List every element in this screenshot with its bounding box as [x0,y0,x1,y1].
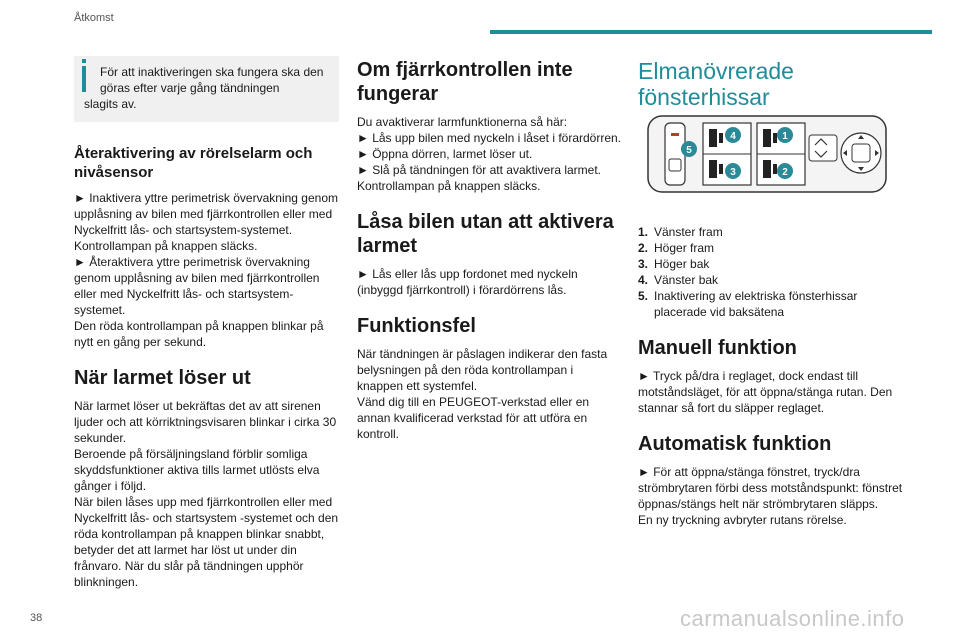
para-reactivate-1: ► Inaktivera yttre perimetrisk övervakning genom upplåsning av bilen med fjärrkontrollen eller med Nyckelfritt lås- och startsystem-systemet. [74,191,338,237]
legend-item: 3. Höger bak [638,257,710,271]
para-alarm-1: När larmet löser ut bekräftas det av att sirenen ljuder och att körriktningsvisaren blinkar i cirka 30 sekunder. [74,399,337,445]
heading-reactivate: Återaktivering av rörelselarm och nivåsensor [74,145,313,181]
para-lock: ► Lås eller lås upp fordonet med nyckeln (inbyggd fjärrkontroll) i förardörrens lås. [357,267,578,297]
watermark: carmanualsonline.info [680,606,905,631]
para-remote-2: ► Lås upp bilen med nyckeln i låset i förardörren. [357,131,622,145]
legend-item: 1. Vänster fram [638,225,723,239]
heading-fault: Funktionsfel [357,315,476,337]
legend-item: 4. Vänster bak [638,273,719,287]
para-fault-2: Vänd dig till en PEUGEOT-verkstad eller en annan kvalificerad verkstad för att utföra en kontroll. [357,395,590,441]
heading-windows: Elmanövrerade fönsterhissar [638,58,794,110]
info-text-line1: För att inaktiveringen ska fungera ska den göras efter varje gång tändningen [100,65,324,95]
badge-3: 3 [730,167,736,178]
para-reactivate-4: Den röda kontrollampan på knappen blinkar på nytt en gång per sekund. [74,319,324,349]
para-remote-3: ► Öppna dörren, larmet löser ut. [357,147,533,161]
heading-manual: Manuell funktion [638,337,797,359]
page-number: 38 [30,612,43,624]
info-text-line2: slagits av. [84,97,137,111]
para-auto-2: En ny tryckning avbryter rutans rörelse. [638,513,847,527]
para-reactivate-3: ► Återaktivera yttre perimetrisk övervakning genom upplåsning av bilen med fjärrkontrollen eller med Nyckelfritt lås- och startsystem-systemet. [74,255,320,317]
badge-4: 4 [730,131,736,142]
para-fault-1: När tändningen är påslagen indikerar den fasta belysningen på den röda kontrollampan i knappen ett systemfel. [357,347,608,393]
para-alarm-2: Beroende på försäljningsland förblir somliga skyddsfunktioner aktiva tills larmet utlösts elva gånger i följd. [74,447,320,493]
badge-1: 1 [782,131,788,142]
para-remote-1: Du avaktiverar larmfunktionerna så här: [357,115,568,129]
heading-lock: Låsa bilen utan att aktivera larmet [357,211,614,257]
window-switch-panel-diagram [647,115,887,193]
badge-2: 2 [782,167,788,178]
heading-alarm: När larmet löser ut [74,367,251,389]
column-middle [357,58,622,442]
section-header: Åtkomst [74,12,114,24]
column-left [74,50,339,590]
header-accent-bar [490,30,932,34]
para-manual: ► Tryck på/dra i reglaget, dock endast till motståndsläget, för att öppna/stänga rutan. Den stannar så fort du släpper reglaget. [638,369,893,415]
heading-remote: Om fjärrkontrollen inte fungerar [357,59,573,105]
para-auto-1: ► För att öppna/stänga fönstret, tryck/dra strömbrytaren förbi dess motståndspunkt: fönstret öppnas/stängs helt när strömbrytaren släpps. [638,465,903,511]
window-switch-legend [638,224,908,320]
legend-item: 5. Inaktivering av elektriska fönsterhissar placerade vid baksätena [638,289,858,319]
para-remote-5: Kontrollampan på knappen släcks. [357,179,541,193]
heading-auto: Automatisk funktion [638,433,832,455]
para-reactivate-2: Kontrollampan på knappen släcks. [74,239,258,253]
info-icon [82,66,86,92]
legend-item: 2. Höger fram [638,241,715,255]
badge-5: 5 [686,145,692,156]
info-box [74,56,339,122]
info-icon-dot [82,59,86,63]
para-remote-4: ► Slå på tändningen för att avaktivera larmet. [357,163,602,177]
para-alarm-3: När bilen låses upp med fjärrkontrollen eller med Nyckelfritt lås- och startsystem -systemet och den röda kontrollampan på knappen blinkar snabbt, betyder det att larmet har löst ut under din frånvaro. När du slår på tändningen upphör blinkningen. [74,495,339,589]
